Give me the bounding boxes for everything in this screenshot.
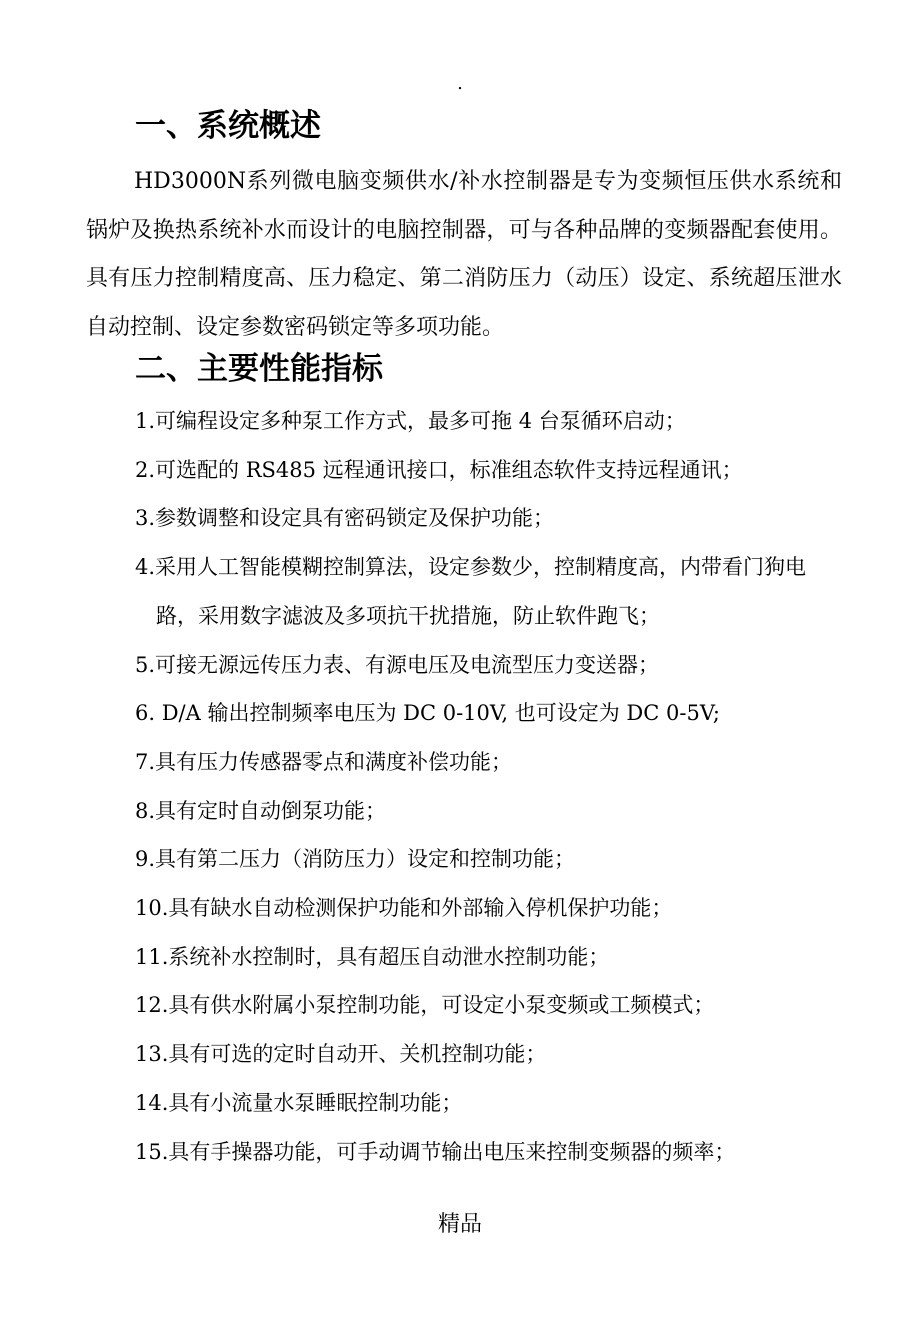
list-item: 5.可接无源远传压力表、有源电压及电流型压力变送器；: [135, 652, 660, 677]
overview-paragraph-text: HD3000N系列微电脑变频供水/补水控制器是专为变频恒压供水系统和锅炉及换热系统补水而设计的电脑控制器，可与各种品牌的变频器配套使用。具有压力控制精度高、压力稳定、第二消防压力（动压）设定、系统超压泄水自动控制、设定参数密码锁定等多项功能。: [86, 169, 842, 340]
list-item: 6. D/A 输出控制频率电压为 DC 0-10V, 也可设定为 DC 0-5V;: [135, 701, 720, 726]
list-item: 2.可选配的 RS485 远程通讯接口，标准组态软件支持远程通讯；: [135, 457, 743, 482]
header-dot: .: [457, 73, 463, 94]
overview-paragraph: [86, 158, 842, 352]
list-item: 14.具有小流量水泵睡眠控制功能；: [135, 1090, 463, 1115]
list-item: 8.具有定时自动倒泵功能；: [135, 798, 387, 823]
section-heading-performance: 二、主要性能指标: [135, 351, 383, 387]
list-item: 3.参数调整和设定具有密码锁定及保护功能；: [135, 506, 555, 531]
list-item: 11.系统补水控制时，具有超压自动泄水控制功能；: [135, 944, 610, 969]
list-item: 9.具有第二压力（消防压力）设定和控制功能；: [135, 847, 576, 872]
list-item: 10.具有缺水自动检测保护功能和外部输入停机保护功能；: [135, 896, 673, 921]
list-item: 13.具有可选的定时自动开、关机控制功能；: [135, 1042, 547, 1067]
section-heading-overview: 一、系统概述: [135, 108, 321, 144]
footer-text: 精品: [437, 1212, 482, 1237]
list-item: 4.采用人工智能模糊控制算法，设定参数少，控制精度高，内带看门狗电路，采用数字滤波及多项抗干扰措施，防止软件跑飞；: [135, 555, 807, 628]
list-item: 7.具有压力传感器零点和满度补偿功能；: [135, 749, 513, 774]
list-item: 12.具有供水附属小泵控制功能，可设定小泵变频或工频模式；: [135, 993, 715, 1018]
performance-list: [135, 397, 840, 1176]
list-item: 1.可编程设定多种泵工作方式，最多可拖 4 台泵循环启动；: [135, 409, 686, 433]
list-item: 15.具有手操器功能，可手动调节输出电压来控制变频器的频率；: [135, 1139, 736, 1164]
